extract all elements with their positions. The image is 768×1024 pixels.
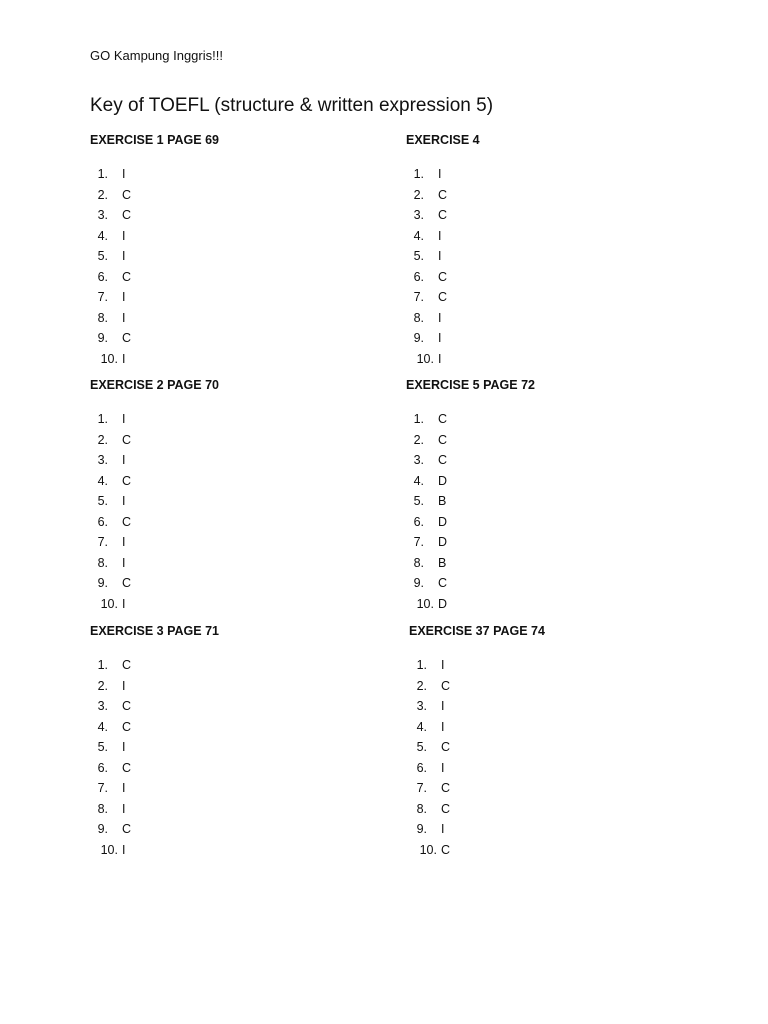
answer-value: C (122, 699, 132, 714)
answer-value: I (438, 310, 442, 325)
answer-number: 1. (97, 412, 108, 427)
answer-value: D (438, 514, 448, 529)
answer-number: 1. (413, 412, 424, 427)
answer-number: 6. (413, 269, 424, 284)
answer-item (90, 717, 219, 738)
answer-number: 2. (97, 678, 108, 693)
document-header: GO Kampung Inggris!!! (90, 48, 223, 63)
answer-item (406, 267, 480, 288)
answer-number: 3. (97, 208, 108, 223)
answer-item (90, 512, 219, 533)
answer-item (90, 799, 219, 820)
answer-number: 6. (97, 760, 108, 775)
answer-number: 6. (416, 760, 427, 775)
answer-item (406, 594, 535, 615)
answer-item (90, 655, 219, 676)
answer-value: I (438, 249, 442, 264)
answer-list (90, 655, 219, 860)
answer-value: I (122, 412, 126, 427)
answer-value: C (438, 412, 448, 427)
answer-number: 5. (416, 740, 427, 755)
answer-number: 3. (97, 699, 108, 714)
answer-value: C (122, 719, 132, 734)
answer-value: I (122, 351, 126, 366)
answer-item (90, 349, 219, 370)
answer-value: C (122, 514, 132, 529)
answer-value: C (122, 473, 132, 488)
answer-value: C (122, 331, 132, 346)
answer-item (409, 696, 545, 717)
answer-item (90, 553, 219, 574)
answer-value: C (438, 290, 448, 305)
answer-number: 4. (413, 473, 424, 488)
answer-number: 2. (413, 187, 424, 202)
answer-value: C (441, 740, 451, 755)
answer-item (406, 164, 480, 185)
answer-number: 2. (97, 187, 108, 202)
answer-value: C (122, 658, 132, 673)
answer-item (409, 737, 545, 758)
answer-value: C (438, 269, 448, 284)
answer-value: C (441, 781, 451, 796)
answer-item (406, 553, 535, 574)
answer-number: 2. (413, 432, 424, 447)
answer-value: I (122, 842, 126, 857)
answer-number: 5. (413, 494, 424, 509)
exercise-2-section (90, 377, 219, 614)
answer-value: I (122, 249, 126, 264)
answer-number: 7. (416, 781, 427, 796)
answer-value: I (122, 453, 126, 468)
answer-value: I (441, 760, 445, 775)
document-title: Key of TOEFL (structure & written expression 5) (90, 95, 494, 116)
answer-item (90, 676, 219, 697)
answer-value: I (122, 596, 126, 611)
answer-item (406, 287, 480, 308)
answer-value: C (441, 801, 451, 816)
answer-item (409, 676, 545, 697)
answer-number: 7. (97, 535, 108, 550)
answer-number: 8. (416, 801, 427, 816)
answer-item (406, 491, 535, 512)
answer-number: 8. (97, 801, 108, 816)
answer-number: 9. (413, 331, 424, 346)
answer-item (409, 717, 545, 738)
answer-number: 1. (97, 167, 108, 182)
exercise-37-section (409, 623, 545, 860)
answer-number: 7. (413, 290, 424, 305)
answer-number: 1. (416, 658, 427, 673)
answer-value: I (441, 822, 445, 837)
answer-number: 10. (100, 596, 118, 611)
answer-item (90, 287, 219, 308)
answer-item (406, 430, 535, 451)
answer-value: I (122, 555, 126, 570)
answer-number: 2. (97, 432, 108, 447)
answer-value: I (122, 290, 126, 305)
exercise-title: EXERCISE 4 (406, 133, 480, 147)
answer-value: C (438, 576, 448, 591)
answer-value: C (122, 576, 132, 591)
answer-value: C (441, 678, 451, 693)
answer-value: I (122, 740, 126, 755)
answer-number: 1. (97, 658, 108, 673)
answer-item (409, 840, 545, 861)
exercise-5-section (406, 377, 535, 614)
answer-value: C (438, 187, 448, 202)
answer-item (406, 349, 480, 370)
answer-number: 4. (97, 719, 108, 734)
answer-item (90, 267, 219, 288)
answer-number: 3. (416, 699, 427, 714)
answer-value: C (441, 842, 451, 857)
answer-number: 4. (413, 228, 424, 243)
answer-value: C (438, 208, 448, 223)
answer-item (409, 778, 545, 799)
answer-item (90, 758, 219, 779)
answer-number: 8. (97, 310, 108, 325)
answer-item (406, 471, 535, 492)
exercise-1-section (90, 132, 219, 369)
answer-item (90, 308, 219, 329)
answer-number: 7. (97, 781, 108, 796)
answer-item (90, 532, 219, 553)
answer-number: 10. (419, 842, 437, 857)
answer-item (409, 799, 545, 820)
answer-value: B (438, 494, 447, 509)
answer-value: C (438, 453, 448, 468)
answer-number: 6. (97, 514, 108, 529)
answer-item (406, 308, 480, 329)
answer-number: 5. (97, 249, 108, 264)
answer-list (90, 164, 219, 369)
answer-number: 8. (97, 555, 108, 570)
answer-item (406, 226, 480, 247)
answer-item (90, 471, 219, 492)
exercise-4-section (406, 132, 480, 369)
answer-number: 10. (416, 596, 434, 611)
answer-number: 10. (100, 351, 118, 366)
answer-number: 6. (97, 269, 108, 284)
answer-value: I (441, 658, 445, 673)
answer-number: 5. (97, 494, 108, 509)
answer-value: I (438, 167, 442, 182)
exercise-title: EXERCISE 1 PAGE 69 (90, 133, 219, 147)
answer-item (90, 430, 219, 451)
answer-number: 3. (413, 453, 424, 468)
answer-number: 1. (413, 167, 424, 182)
answer-number: 7. (413, 535, 424, 550)
answer-value: D (438, 535, 448, 550)
answer-value: I (441, 699, 445, 714)
answer-item (90, 491, 219, 512)
answer-item (90, 594, 219, 615)
answer-number: 9. (97, 331, 108, 346)
answer-item (90, 226, 219, 247)
answer-value: C (122, 269, 132, 284)
answer-number: 8. (413, 310, 424, 325)
answer-item (90, 573, 219, 594)
answer-value: D (438, 473, 448, 488)
answer-number: 10. (416, 351, 434, 366)
answer-number: 4. (416, 719, 427, 734)
answer-number: 2. (416, 678, 427, 693)
answer-item (90, 819, 219, 840)
answer-value: B (438, 555, 447, 570)
exercise-title: EXERCISE 37 PAGE 74 (409, 624, 545, 638)
answer-item (90, 185, 219, 206)
answer-item (406, 573, 535, 594)
answer-item (90, 450, 219, 471)
answer-item (409, 758, 545, 779)
answer-item (406, 185, 480, 206)
answer-value: I (122, 678, 126, 693)
answer-item (90, 737, 219, 758)
exercise-3-section (90, 623, 219, 860)
answer-item (90, 328, 219, 349)
answer-number: 3. (97, 453, 108, 468)
exercise-title: EXERCISE 2 PAGE 70 (90, 378, 219, 392)
answer-number: 10. (100, 842, 118, 857)
answer-item (90, 164, 219, 185)
answer-list (406, 409, 535, 614)
answer-value: I (122, 781, 126, 796)
answer-item (406, 246, 480, 267)
answer-number: 4. (97, 228, 108, 243)
answer-item (409, 655, 545, 676)
answer-value: C (438, 432, 448, 447)
answer-number: 6. (413, 514, 424, 529)
answer-value: I (122, 494, 126, 509)
answer-value: I (438, 331, 442, 346)
answer-item (409, 819, 545, 840)
answer-value: D (438, 596, 448, 611)
answer-item (406, 512, 535, 533)
answer-value: I (122, 167, 126, 182)
answer-item (406, 409, 535, 430)
answer-number: 8. (413, 555, 424, 570)
answer-value: I (438, 351, 442, 366)
answer-number: 9. (416, 822, 427, 837)
answer-number: 7. (97, 290, 108, 305)
answer-value: I (438, 228, 442, 243)
answer-number: 4. (97, 473, 108, 488)
answer-value: I (122, 535, 126, 550)
answer-list (90, 409, 219, 614)
answer-item (90, 409, 219, 430)
answer-item (90, 840, 219, 861)
answer-number: 5. (413, 249, 424, 264)
answer-item (90, 778, 219, 799)
answer-value: I (441, 719, 445, 734)
exercise-title: EXERCISE 5 PAGE 72 (406, 378, 535, 392)
answer-number: 5. (97, 740, 108, 755)
answer-number: 3. (413, 208, 424, 223)
answer-value: C (122, 208, 132, 223)
answer-value: C (122, 822, 132, 837)
answer-item (90, 246, 219, 267)
answer-number: 9. (413, 576, 424, 591)
answer-value: I (122, 801, 126, 816)
answer-item (406, 450, 535, 471)
answer-number: 9. (97, 576, 108, 591)
answer-item (406, 532, 535, 553)
answer-value: I (122, 228, 126, 243)
answer-item (406, 205, 480, 226)
answer-item (406, 328, 480, 349)
answer-item (90, 205, 219, 226)
answer-value: I (122, 310, 126, 325)
answer-list (409, 655, 545, 860)
answer-item (90, 696, 219, 717)
answer-value: C (122, 187, 132, 202)
answer-value: C (122, 760, 132, 775)
exercise-title: EXERCISE 3 PAGE 71 (90, 624, 219, 638)
answer-list (406, 164, 480, 369)
answer-value: C (122, 432, 132, 447)
answer-number: 9. (97, 822, 108, 837)
